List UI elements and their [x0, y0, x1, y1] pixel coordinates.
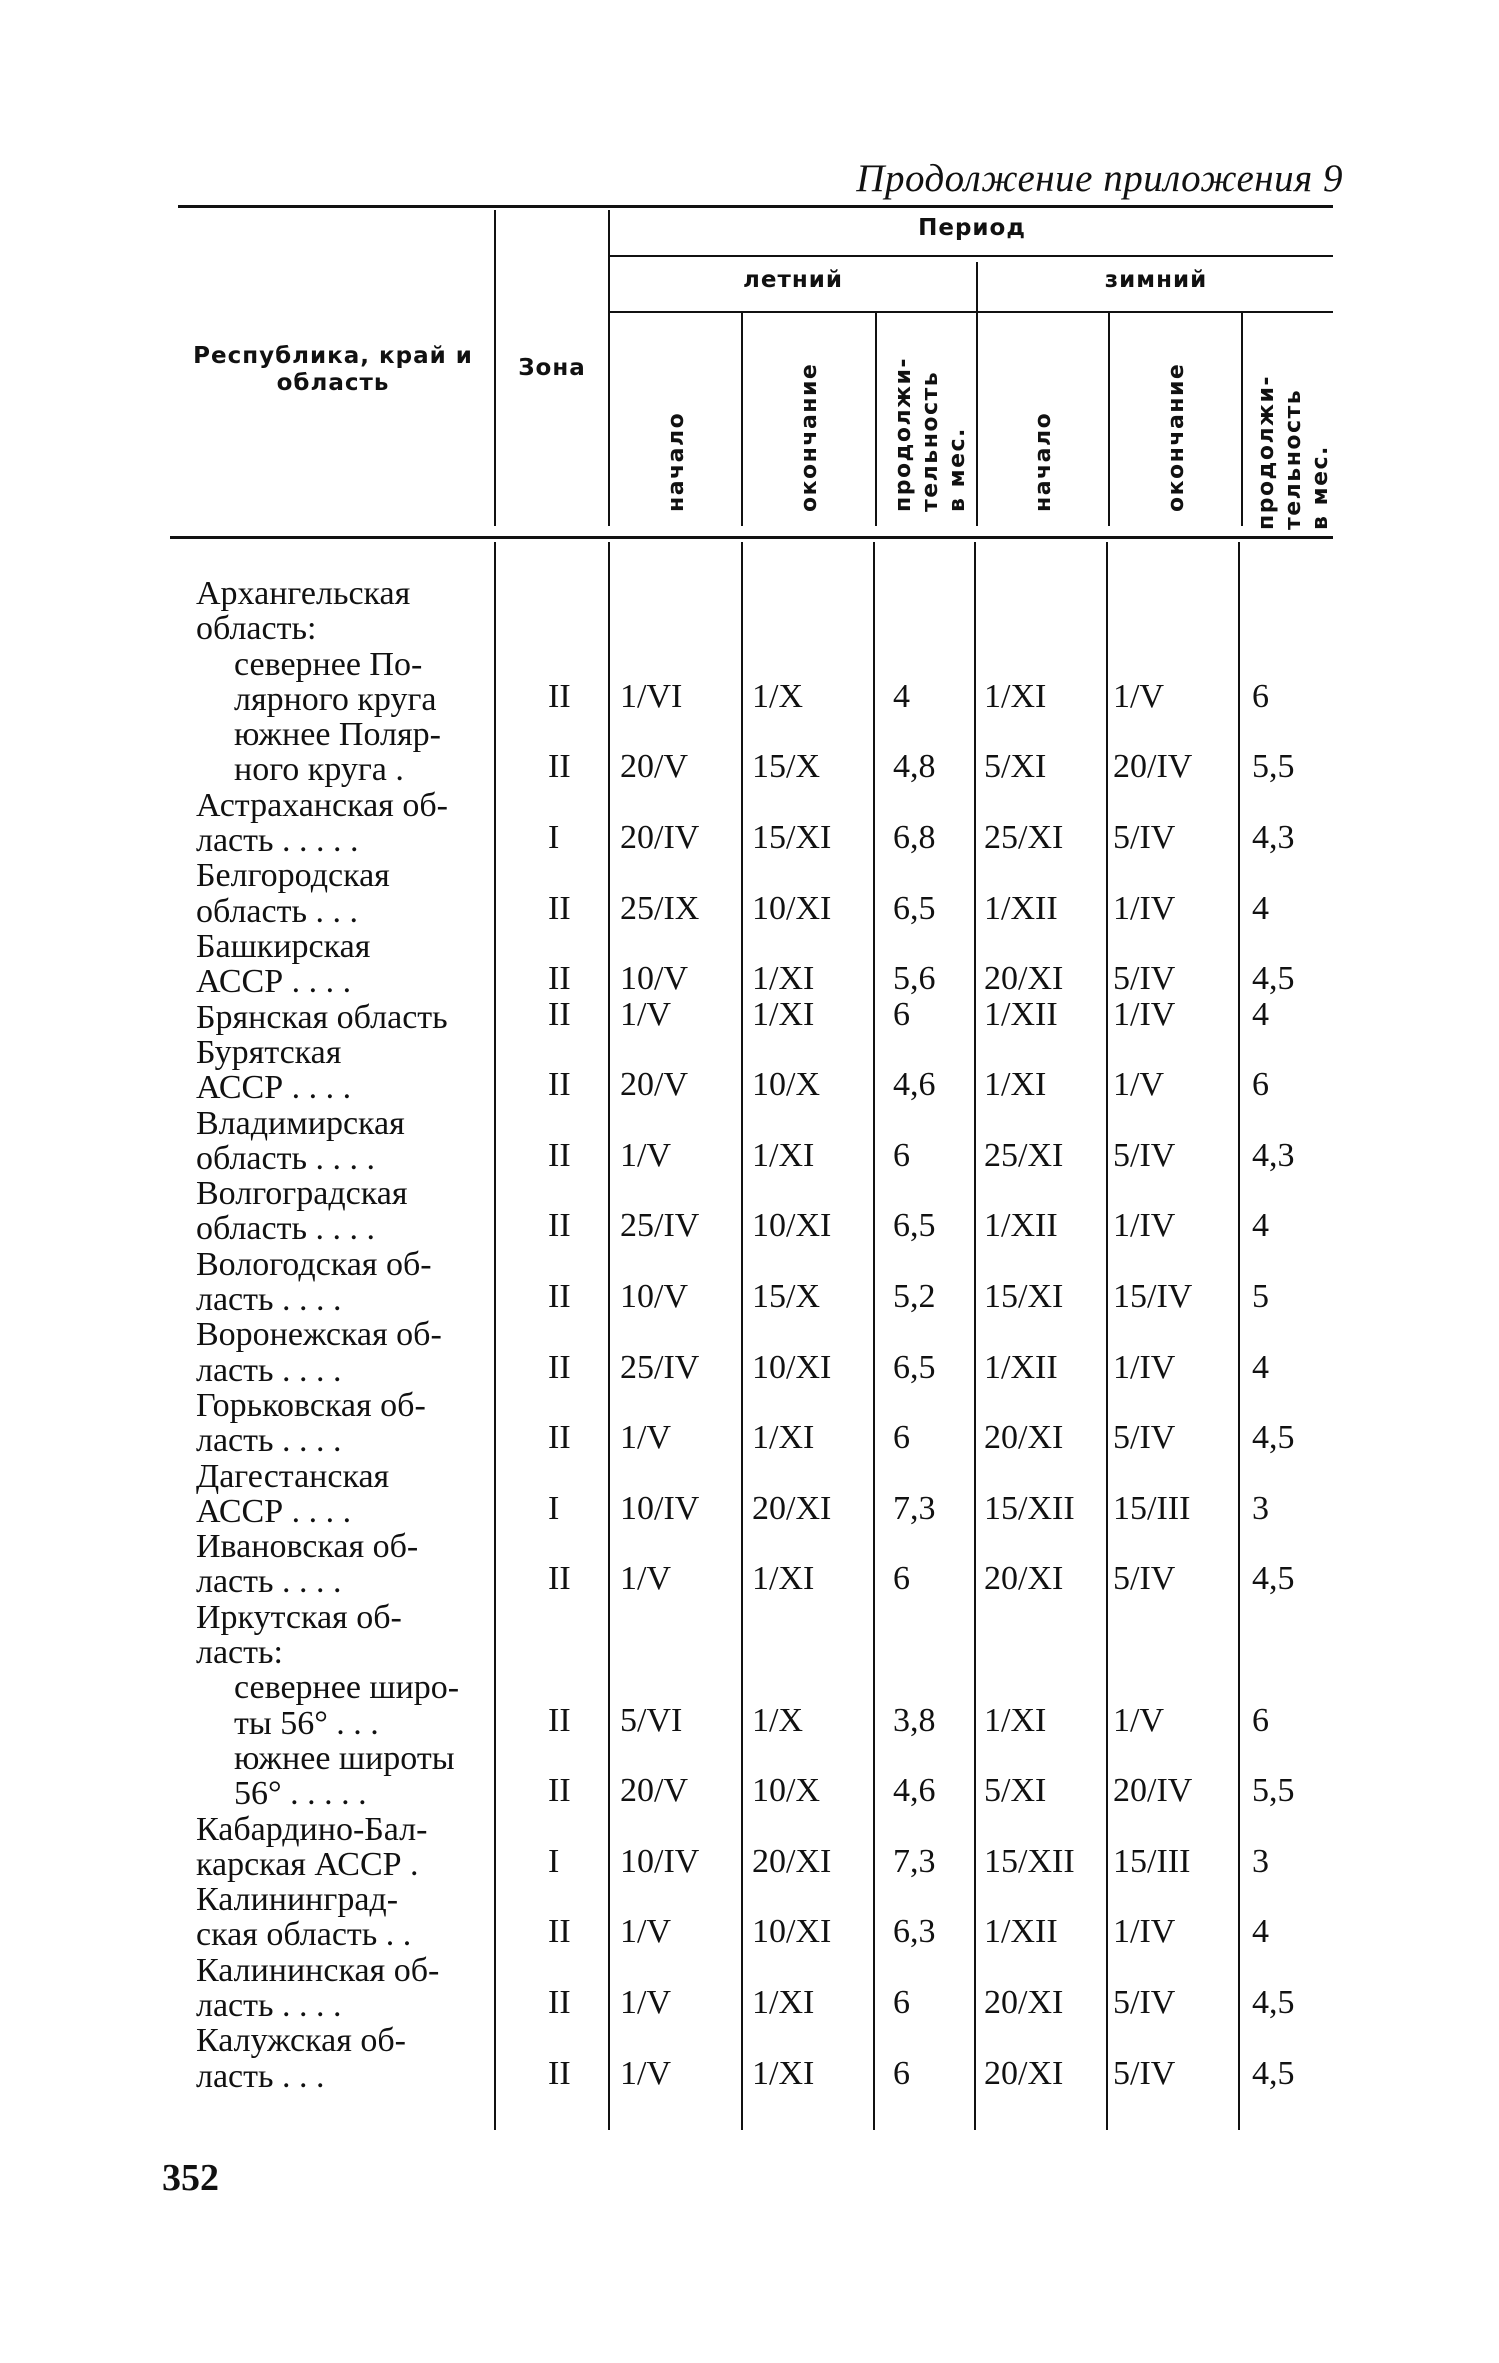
- zone-cell: II: [548, 1772, 571, 1810]
- region-name-line: Башкирская: [196, 929, 371, 965]
- summer-start-cell: 25/IV: [620, 1207, 700, 1245]
- table-row: [0, 929, 1499, 1000]
- region-name-line: 56° . . . . .: [234, 1776, 367, 1812]
- region-name-line: ласть . . . .: [196, 1987, 342, 2024]
- table-row: [0, 1529, 1499, 1600]
- zone-cell: II: [548, 2054, 571, 2092]
- winter-end-cell: 1/IV: [1113, 1913, 1176, 1951]
- winter-end-cell: 5/IV: [1113, 1983, 1176, 2021]
- winter-start-cell: 20/XI: [984, 960, 1064, 998]
- region-name-line: Белгородская: [196, 858, 390, 894]
- zone-cell: II: [548, 1701, 571, 1739]
- summer-duration-cell: 4,6: [893, 1772, 936, 1810]
- summer-duration-cell: 6,5: [893, 1207, 936, 1245]
- zone-cell: II: [548, 1348, 571, 1386]
- region-header-text: Республика, край и область: [193, 343, 473, 396]
- zone-cell: II: [548, 1277, 571, 1315]
- summer-duration-cell: 4,8: [893, 748, 936, 786]
- region-name-line: область:: [196, 611, 317, 647]
- winter-end-cell: 1/V: [1113, 1066, 1164, 1104]
- period-rule: [608, 255, 1333, 257]
- summer-start-cell: 20/IV: [620, 819, 700, 857]
- table-top-rule: [178, 205, 1333, 208]
- region-name-cell: [196, 1741, 496, 1812]
- region-name-cell: [196, 2023, 496, 2094]
- region-name-cell: [196, 1600, 496, 1671]
- winter-end-cell: 15/IV: [1113, 1277, 1193, 1315]
- summer-duration-header: [890, 357, 971, 512]
- table-row: [0, 995, 1499, 1035]
- winter-end-cell: 5/IV: [1113, 2054, 1176, 2092]
- region-name-line: ты 56° . . .: [234, 1705, 379, 1741]
- table-row: [0, 1741, 1499, 1812]
- zone-cell: II: [548, 995, 571, 1033]
- region-name-line: Воронежская об-: [196, 1317, 442, 1353]
- region-name-line: Калужская об-: [196, 2023, 406, 2059]
- winter-start-cell: 1/XII: [984, 1348, 1058, 1386]
- region-name-line: АССР . . . .: [196, 1493, 352, 1530]
- summer-end-cell: 1/XI: [752, 2054, 815, 2092]
- region-name-cell: [196, 788, 496, 859]
- summer-duration-cell: 7,3: [893, 1842, 936, 1880]
- winter-end-cell: 5/IV: [1113, 1560, 1176, 1598]
- region-name-line: Астраханская об-: [196, 787, 448, 824]
- region-name-line: АССР . . . .: [196, 1070, 352, 1106]
- summer-duration-cell: 6: [893, 1983, 910, 2021]
- winter-duration-cell: 5: [1252, 1277, 1269, 1315]
- summer-end-cell: 10/XI: [752, 889, 832, 927]
- winter-duration-header: [1253, 375, 1334, 530]
- summer-duration-line1: продолжи-: [891, 357, 916, 512]
- winter-duration-line3: в мес.: [1308, 445, 1333, 530]
- region-name-cell: [196, 1000, 496, 1035]
- winter-start-cell: 20/XI: [984, 1560, 1064, 1598]
- region-name-line: ласть . . .: [196, 2058, 325, 2094]
- winter-duration-cell: 6: [1252, 1066, 1269, 1104]
- zone-cell: II: [548, 1136, 571, 1174]
- summer-duration-cell: 6: [893, 2054, 910, 2092]
- region-name-line: ного круга .: [234, 752, 404, 788]
- winter-duration-cell: 4,5: [1252, 1419, 1295, 1457]
- zone-cell: II: [548, 1983, 571, 2021]
- region-name-line: Брянская область: [196, 999, 448, 1035]
- table-row: [0, 1176, 1499, 1247]
- region-name-line: Кабардино-Бал-: [196, 1811, 428, 1847]
- page-number: 352: [162, 2157, 219, 2199]
- winter-start-cell: 15/XII: [984, 1489, 1075, 1527]
- season-rule: [608, 311, 1333, 313]
- winter-end-header: окончание: [1164, 362, 1189, 512]
- summer-end-cell: 10/X: [752, 1772, 820, 1810]
- zone-cell: II: [548, 1419, 571, 1457]
- zone-header: Зона: [518, 355, 586, 381]
- summer-start-cell: 1/V: [620, 1560, 671, 1598]
- winter-duration-cell: 5,5: [1252, 1772, 1295, 1810]
- table-row: [0, 1882, 1499, 1953]
- winter-end-cell: 20/IV: [1113, 748, 1193, 786]
- region-name-cell: [196, 717, 496, 788]
- table-row: [0, 1035, 1499, 1106]
- summer-start-cell: 25/IV: [620, 1348, 700, 1386]
- winter-start-cell: 25/XI: [984, 819, 1064, 857]
- table-row: [0, 1670, 1499, 1741]
- winter-duration-cell: 4: [1252, 995, 1269, 1033]
- winter-duration-cell: 4,3: [1252, 819, 1295, 857]
- winter-end-cell: 1/IV: [1113, 1207, 1176, 1245]
- region-header: [188, 343, 478, 397]
- summer-duration-cell: 7,3: [893, 1489, 936, 1527]
- summer-end-cell: 20/XI: [752, 1842, 832, 1880]
- summer-start-cell: 20/V: [620, 1772, 688, 1810]
- table-row: [0, 1812, 1499, 1883]
- winter-duration-cell: 5,5: [1252, 748, 1295, 786]
- region-name-line: область . . .: [196, 893, 358, 929]
- region-name-line: область . . . .: [196, 1211, 375, 1247]
- summer-duration-cell: 4: [893, 677, 910, 715]
- region-name-cell: [196, 1670, 496, 1741]
- winter-duration-cell: 4: [1252, 889, 1269, 927]
- region-name-cell: [196, 1106, 496, 1177]
- region-name-line: Горьковская об-: [196, 1387, 426, 1424]
- summer-duration-line2: тельность: [918, 370, 943, 512]
- summer-start-cell: 1/V: [620, 1419, 671, 1457]
- winter-start-cell: 20/XI: [984, 1419, 1064, 1457]
- winter-duration-cell: 3: [1252, 1489, 1269, 1527]
- summer-start-cell: 5/VI: [620, 1701, 683, 1739]
- summer-duration-cell: 6,5: [893, 889, 936, 927]
- winter-start-cell: 25/XI: [984, 1136, 1064, 1174]
- summer-duration-cell: 6: [893, 1560, 910, 1598]
- summer-start-cell: 1/V: [620, 1913, 671, 1951]
- table-row: [0, 717, 1499, 788]
- winter-duration-cell: 4,5: [1252, 960, 1295, 998]
- winter-duration-cell: 3: [1252, 1842, 1269, 1880]
- summer-duration-cell: 6,8: [893, 819, 936, 857]
- summer-end-cell: 20/XI: [752, 1489, 832, 1527]
- table-row: [0, 1459, 1499, 1530]
- summer-start-cell: 20/V: [620, 748, 688, 786]
- header-col-divider-period: [608, 210, 610, 526]
- winter-end-cell: 15/III: [1113, 1489, 1191, 1527]
- region-name-cell: [196, 1317, 496, 1388]
- summer-duration-cell: 6,3: [893, 1913, 936, 1951]
- winter-start-cell: 20/XI: [984, 1983, 1064, 2021]
- summer-start-cell: 10/IV: [620, 1842, 700, 1880]
- table-row: [0, 1317, 1499, 1388]
- region-name-line: ласть:: [196, 1634, 283, 1671]
- summer-start-header: начало: [664, 411, 689, 512]
- summer-start-cell: 10/IV: [620, 1489, 700, 1527]
- zone-cell: II: [548, 677, 571, 715]
- winter-start-cell: 1/XI: [984, 677, 1047, 715]
- table-row: [0, 1106, 1499, 1177]
- zone-cell: II: [548, 1207, 571, 1245]
- winter-end-cell: 5/IV: [1113, 960, 1176, 998]
- region-name-line: АССР . . . .: [196, 964, 352, 1000]
- winter-duration-cell: 4: [1252, 1207, 1269, 1245]
- region-name-line: ская область . .: [196, 1917, 412, 1953]
- region-name-line: Дагестанская: [196, 1458, 390, 1494]
- summer-start-cell: 1/V: [620, 995, 671, 1033]
- region-name-line: Вологодская об-: [196, 1246, 432, 1282]
- summer-end-cell: 1/XI: [752, 995, 815, 1033]
- summer-end-cell: 1/XI: [752, 1419, 815, 1457]
- winter-end-cell: 1/V: [1113, 677, 1164, 715]
- region-name-cell: [196, 1882, 496, 1953]
- summer-header: летний: [743, 267, 843, 293]
- region-name-line: Калининская об-: [196, 1952, 440, 1988]
- summer-end-cell: 15/X: [752, 1277, 820, 1315]
- winter-start-cell: 5/XI: [984, 748, 1047, 786]
- period-header: Период: [918, 215, 1026, 241]
- region-name-line: область . . . .: [196, 1140, 375, 1177]
- winter-start-cell: 5/XI: [984, 1772, 1047, 1810]
- summer-end-cell: 10/X: [752, 1066, 820, 1104]
- table-row: [0, 858, 1499, 929]
- region-name-line: ласть . . . .: [196, 1352, 342, 1388]
- winter-end-cell: 5/IV: [1113, 1419, 1176, 1457]
- zone-cell: II: [548, 889, 571, 927]
- winter-start-cell: 20/XI: [984, 2054, 1064, 2092]
- table-caption: Продолжение приложения 9: [856, 157, 1343, 200]
- winter-start-cell: 1/XI: [984, 1066, 1047, 1104]
- region-name-cell: [196, 647, 496, 718]
- summer-end-cell: 1/XI: [752, 1136, 815, 1174]
- summer-end-cell: 10/XI: [752, 1207, 832, 1245]
- summer-start-cell: 20/V: [620, 1066, 688, 1104]
- winter-duration-cell: 4,3: [1252, 1136, 1295, 1174]
- winter-start-cell: 15/XI: [984, 1277, 1064, 1315]
- winter-duration-cell: 4: [1252, 1913, 1269, 1951]
- winter-duration-line2: тельность: [1281, 388, 1306, 530]
- winter-header: зимний: [1104, 267, 1208, 293]
- table-row: [0, 647, 1499, 718]
- winter-end-cell: 1/V: [1113, 1701, 1164, 1739]
- winter-end-cell: 1/IV: [1113, 1348, 1176, 1386]
- summer-duration-cell: 6: [893, 1419, 910, 1457]
- winter-duration-cell: 6: [1252, 1701, 1269, 1739]
- region-name-cell: [196, 929, 496, 1000]
- winter-start-cell: 1/XII: [984, 1207, 1058, 1245]
- winter-duration-cell: 4: [1252, 1348, 1269, 1386]
- summer-end-cell: 15/XI: [752, 819, 832, 857]
- summer-duration-cell: 6: [893, 1136, 910, 1174]
- region-name-line: ласть . . . .: [196, 1423, 342, 1459]
- region-name-line: южнее Поляр-: [234, 717, 441, 753]
- summer-end-cell: 1/X: [752, 677, 803, 715]
- zone-cell: I: [548, 819, 560, 857]
- winter-end-cell: 15/III: [1113, 1842, 1191, 1880]
- region-name-cell: [196, 1812, 496, 1883]
- region-name-line: Архангельская: [196, 576, 411, 612]
- region-name-line: севернее По-: [234, 646, 423, 682]
- region-name-line: ласть . . . .: [196, 1564, 342, 1600]
- zone-cell: II: [548, 748, 571, 786]
- winter-start-cell: 1/XII: [984, 1913, 1058, 1951]
- summer-start-cell: 1/VI: [620, 677, 683, 715]
- winter-start-cell: 1/XI: [984, 1701, 1047, 1739]
- region-name-cell: [196, 1388, 496, 1459]
- summer-duration-cell: 6: [893, 995, 910, 1033]
- summer-end-cell: 1/XI: [752, 1560, 815, 1598]
- header-col-divider-winter-dur: [1241, 313, 1243, 526]
- summer-start-cell: 10/V: [620, 960, 688, 998]
- region-name-cell: [196, 1035, 496, 1106]
- header-col-divider-zone: [494, 210, 496, 526]
- table-row: [0, 1247, 1499, 1318]
- summer-start-cell: 10/V: [620, 1277, 688, 1315]
- table-row: [0, 576, 1499, 647]
- winter-duration-cell: 6: [1252, 677, 1269, 715]
- region-name-line: карская АССР .: [196, 1846, 419, 1883]
- table-row: [0, 1953, 1499, 2024]
- winter-start-header: начало: [1031, 411, 1056, 512]
- winter-end-cell: 5/IV: [1113, 1136, 1176, 1174]
- winter-end-cell: 20/IV: [1113, 1772, 1193, 1810]
- region-name-line: севернее широ-: [234, 1670, 460, 1706]
- summer-start-cell: 1/V: [620, 1983, 671, 2021]
- winter-start-cell: 15/XII: [984, 1842, 1075, 1880]
- summer-duration-cell: 6,5: [893, 1348, 936, 1386]
- summer-duration-cell: 3,8: [893, 1701, 936, 1739]
- region-name-cell: [196, 858, 496, 929]
- winter-duration-cell: 4,5: [1252, 2054, 1295, 2092]
- region-name-line: Волгоградская: [196, 1176, 408, 1212]
- region-name-line: лярного круга: [234, 681, 437, 718]
- region-name-line: Бурятская: [196, 1034, 342, 1071]
- header-col-divider-winter-end: [1108, 313, 1110, 526]
- zone-cell: II: [548, 1066, 571, 1104]
- region-name-cell: [196, 1529, 496, 1600]
- summer-start-cell: 1/V: [620, 2054, 671, 2092]
- header-col-divider-summer-dur: [875, 313, 877, 526]
- summer-end-header: окончание: [797, 362, 822, 512]
- summer-end-cell: 1/X: [752, 1701, 803, 1739]
- winter-start-cell: 1/XII: [984, 995, 1058, 1033]
- summer-end-cell: 15/X: [752, 748, 820, 786]
- region-name-line: ласть . . . .: [196, 1281, 342, 1318]
- region-name-line: Иркутская об-: [196, 1599, 402, 1635]
- region-name-cell: [196, 576, 496, 647]
- summer-duration-cell: 5,6: [893, 960, 936, 998]
- zone-cell: I: [548, 1842, 560, 1880]
- region-name-line: Ивановская об-: [196, 1529, 419, 1565]
- winter-duration-line1: продолжи-: [1254, 375, 1279, 530]
- winter-duration-cell: 4,5: [1252, 1983, 1295, 2021]
- summer-start-cell: 25/IX: [620, 889, 700, 927]
- region-name-cell: [196, 1176, 496, 1247]
- region-name-cell: [196, 1953, 496, 2024]
- table-row: [0, 1600, 1499, 1671]
- header-bottom-rule: [170, 536, 1333, 539]
- region-name-cell: [196, 1459, 496, 1530]
- zone-cell: II: [548, 1560, 571, 1598]
- table-row: [0, 788, 1499, 859]
- table-row: [0, 2023, 1499, 2094]
- winter-end-cell: 5/IV: [1113, 819, 1176, 857]
- table-row: [0, 1388, 1499, 1459]
- zone-cell: I: [548, 1489, 560, 1527]
- header-col-divider-seasons: [976, 262, 978, 526]
- winter-duration-cell: 4,5: [1252, 1560, 1295, 1598]
- summer-end-cell: 10/XI: [752, 1348, 832, 1386]
- header-col-divider-summer-end: [741, 313, 743, 526]
- winter-start-cell: 1/XII: [984, 889, 1058, 927]
- region-name-line: Калининград-: [196, 1882, 399, 1918]
- summer-duration-cell: 4,6: [893, 1066, 936, 1104]
- summer-end-cell: 10/XI: [752, 1913, 832, 1951]
- region-name-line: Владимирская: [196, 1105, 405, 1141]
- summer-end-cell: 1/XI: [752, 1983, 815, 2021]
- region-name-line: южнее широты: [234, 1740, 455, 1777]
- winter-end-cell: 1/IV: [1113, 995, 1176, 1033]
- summer-start-cell: 1/V: [620, 1136, 671, 1174]
- summer-end-cell: 1/XI: [752, 960, 815, 998]
- region-name-cell: [196, 1247, 496, 1318]
- region-name-line: ласть . . . . .: [196, 823, 359, 859]
- zone-cell: II: [548, 960, 571, 998]
- summer-duration-cell: 5,2: [893, 1277, 936, 1315]
- winter-end-cell: 1/IV: [1113, 889, 1176, 927]
- summer-duration-line3: в мес.: [945, 427, 970, 512]
- zone-cell: II: [548, 1913, 571, 1951]
